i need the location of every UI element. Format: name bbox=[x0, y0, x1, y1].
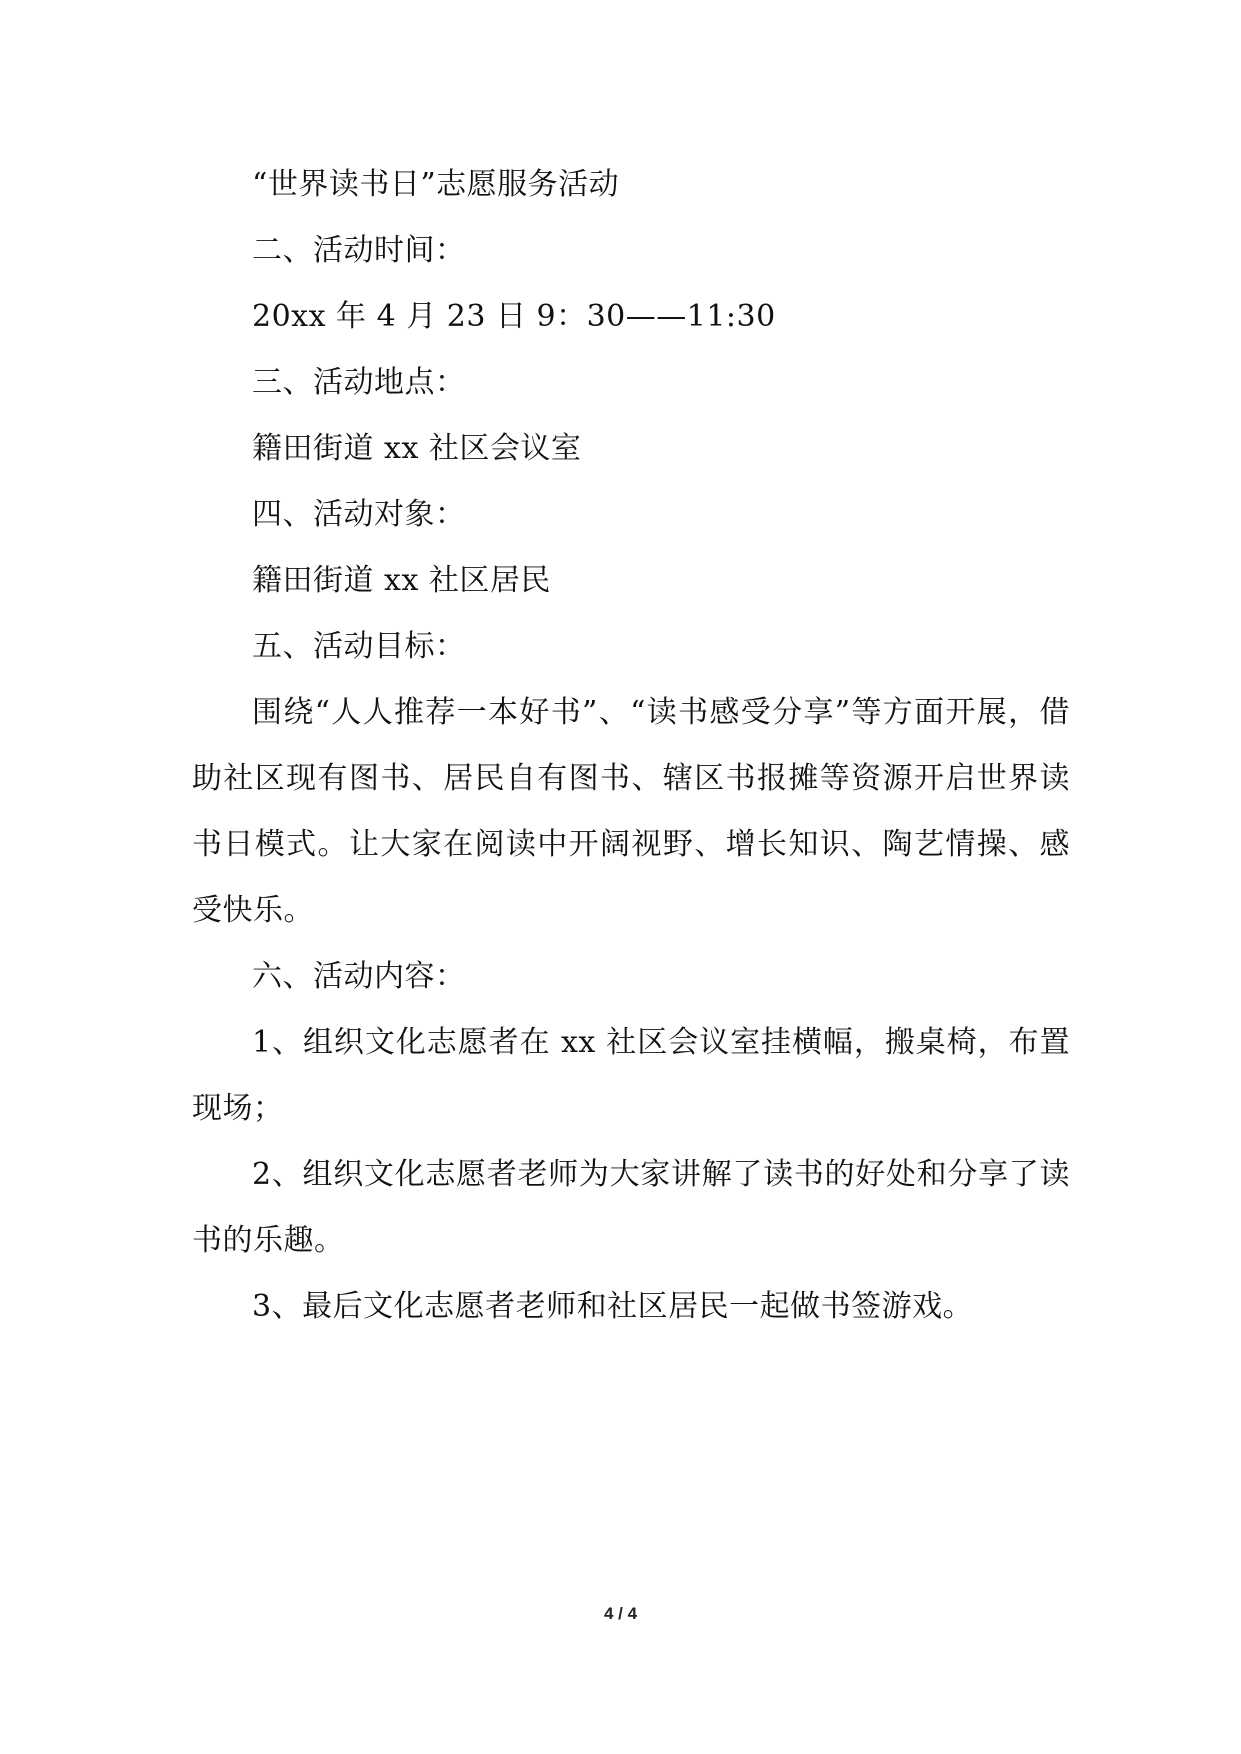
activity-time-value: 20xx 年 4 月 23 日 9：30——11:30 bbox=[252, 299, 776, 334]
page-number: 4 / 4 bbox=[603, 1604, 638, 1623]
activity-goal-paragraph: 围绕“人人推荐一本好书”、“读书感受分享”等方面开展，借助社区现有图书、居民自有图书、辖区书报摊等资源开启世界读书日模式。让大家在阅读中开阔视野、增长知识、陶艺情操、感受快乐。 bbox=[192, 695, 1070, 928]
content-item-3: 3、最后文化志愿者老师和社区居民一起做书签游戏。 bbox=[252, 1289, 974, 1324]
section-title: “世界读书日”志愿服务活动 bbox=[252, 167, 620, 202]
heading-activity-location: 三、活动地点： bbox=[252, 365, 466, 400]
content-item-1: 1、组织文化志愿者在 xx 社区会议室挂横幅，搬桌椅，布置现场； bbox=[192, 1025, 1070, 1126]
heading-activity-time: 二、活动时间： bbox=[252, 233, 466, 268]
activity-target-value: 籍田街道 xx 社区居民 bbox=[252, 563, 551, 598]
heading-activity-goal: 五、活动目标： bbox=[252, 629, 466, 664]
document-body bbox=[192, 152, 1070, 1340]
activity-location-value: 籍田街道 xx 社区会议室 bbox=[252, 431, 582, 466]
heading-activity-content: 六、活动内容： bbox=[252, 959, 466, 994]
heading-activity-target: 四、活动对象： bbox=[252, 497, 466, 532]
content-item-2: 2、组织文化志愿者老师为大家讲解了读书的好处和分享了读书的乐趣。 bbox=[192, 1157, 1070, 1258]
